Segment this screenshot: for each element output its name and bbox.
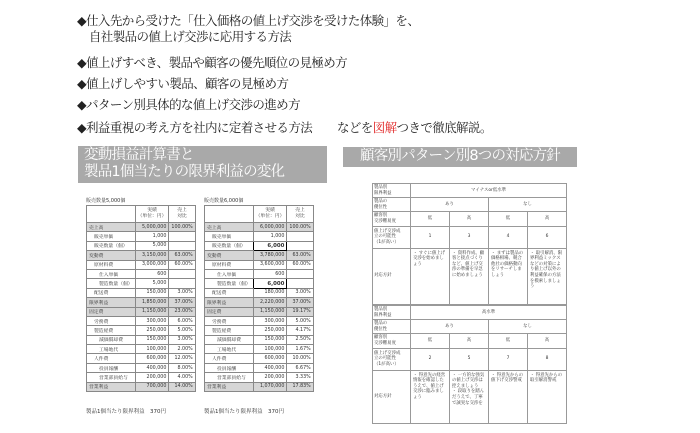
amount-cell: 100,000	[253, 345, 287, 354]
row-label: 労務費	[205, 316, 254, 325]
left-panel-title	[78, 146, 327, 183]
table-row	[373, 370, 567, 423]
ratio-cell: 100.00%	[287, 223, 313, 232]
amount-cell: 600,000	[135, 354, 169, 363]
row-label: 顧客別 交渉難易度	[373, 212, 411, 226]
difficulty-cell: 高	[528, 212, 567, 226]
possibility-cell: 7	[489, 348, 528, 370]
table-row	[87, 269, 196, 278]
table-footer: 製品1個当たり限界利益 370円	[204, 409, 284, 415]
row-label: 原材料費	[87, 260, 136, 269]
amount-cell: 600	[253, 269, 287, 278]
row-label: 製品の 優位性	[373, 198, 411, 212]
table-caption: 販売数量6,000個	[204, 198, 244, 204]
amount-cell: 1,000	[135, 232, 169, 241]
advantage-cell: あり	[411, 198, 489, 212]
difficulty-cell: 高	[450, 334, 489, 348]
ratio-cell: 23.00%	[169, 307, 195, 316]
amount-cell: 600	[135, 269, 169, 278]
amount-cell: 3,600,000	[253, 260, 287, 269]
table-row	[205, 251, 314, 260]
table-row	[87, 232, 196, 241]
bullet-line: ◆利益重視の考え方を社内に定着させる方法	[77, 120, 313, 135]
row-label: 固定費	[87, 307, 136, 316]
table-row	[87, 316, 196, 325]
closing-after: つきで徹底解説。	[396, 120, 492, 135]
possibility-cell: 6	[528, 226, 567, 248]
ratio-cell: 3.00%	[287, 288, 313, 297]
table-row	[87, 345, 196, 354]
row-label: 値上げ交渉成 立の可能性 （1が高い）	[373, 348, 411, 370]
amount-cell: 200,000	[135, 373, 169, 382]
ratio-cell	[287, 279, 313, 288]
ratio-cell: 37.00%	[287, 298, 313, 307]
amount-cell: 200,000	[253, 373, 287, 382]
left-title-line-2: 製品1個当たりの限界利益の変化	[84, 164, 285, 180]
ratio-cell: 5.00%	[287, 316, 313, 325]
row-label: 減価償却費	[87, 335, 136, 344]
amount-cell: 1,850,000	[135, 298, 169, 307]
ratio-cell	[287, 269, 313, 278]
table-row	[205, 307, 314, 316]
ratio-cell: 19.17%	[287, 307, 313, 316]
ratio-cell: 3.00%	[169, 288, 195, 297]
ratio-cell: 10.00%	[287, 354, 313, 363]
row-label: 対応方針	[373, 370, 411, 423]
header-blank	[205, 206, 254, 223]
pattern-table	[372, 183, 567, 305]
bullet-line: 自社製品の値上げ交渉に応用する方法	[77, 29, 292, 44]
bullet-line: ◆値上げすべき、製品や顧客の優先順位の見極め方	[77, 55, 348, 70]
column-header: 実績 （単位：円）	[135, 206, 169, 223]
amount-cell: 1,070,000	[253, 382, 287, 391]
column-header: 売上 対比	[287, 206, 313, 223]
amount-cell: 3,780,000	[253, 251, 287, 260]
ratio-cell: 60.00%	[169, 260, 195, 269]
table-row	[205, 288, 314, 297]
table-row	[87, 279, 196, 288]
table-row	[205, 382, 314, 391]
row-label: 変動費	[205, 251, 254, 260]
row-label: 製造数量（個）	[205, 279, 254, 288]
table-row	[87, 354, 196, 363]
table-row	[205, 354, 314, 363]
amount-cell: 5,000	[135, 279, 169, 288]
table-row	[373, 198, 567, 212]
possibility-cell: 8	[528, 348, 567, 370]
row-label: 販売単価	[87, 232, 136, 241]
amount-cell: 150,000	[135, 335, 169, 344]
ratio-cell: 63.00%	[287, 251, 313, 260]
closing-before: などを	[337, 120, 373, 135]
row-label: 工場地代	[205, 345, 254, 354]
margin-level: 高水準	[411, 306, 567, 320]
table-row	[205, 232, 314, 241]
amount-cell: 6,000,000	[253, 223, 287, 232]
row-label: 配送費	[205, 288, 254, 297]
closing-highlight: 図解	[372, 120, 397, 135]
difficulty-cell: 低	[489, 212, 528, 226]
row-label: 製品別 限界利益	[373, 306, 411, 320]
table-row	[205, 279, 314, 288]
difficulty-cell: 低	[411, 334, 450, 348]
bullet-line: ◆仕入先から受けた「仕入価格の値上げ交渉を受けた体験」を、	[77, 13, 420, 28]
row-label: 製品別 限界利益	[373, 184, 411, 198]
bullet-line: ◆値上げしやすい製品、顧客の見極め方	[77, 76, 289, 91]
feature-bullet	[77, 13, 419, 45]
possibility-cell: 5	[450, 348, 489, 370]
difficulty-cell: 高	[450, 212, 489, 226]
amount-cell: 400,000	[135, 363, 169, 372]
row-label: 固定費	[205, 307, 254, 316]
policy-cell: ・ 得意先の経営情報を確認したうえで、値上げ交渉に臨みましょう	[411, 370, 450, 423]
ratio-cell: 4.17%	[287, 326, 313, 335]
table-row	[87, 382, 196, 391]
row-label: 製品の 優位性	[373, 320, 411, 334]
ratio-cell: 12.00%	[169, 354, 195, 363]
difficulty-cell: 低	[411, 212, 450, 226]
row-label: 原材料費	[205, 260, 254, 269]
row-label: 人件費	[87, 354, 136, 363]
ratio-cell: 6.00%	[169, 316, 195, 325]
table-row	[205, 260, 314, 269]
ratio-cell: 37.00%	[169, 298, 195, 307]
policy-cell: ・ まずは製品の価格相場、競合他社の価格動向をリサーチしましょう	[489, 248, 528, 304]
feature-bullet	[77, 97, 300, 113]
bullet-line: ◆パターン別具体的な値上げ交渉の進め方	[77, 97, 300, 112]
ratio-cell	[169, 241, 195, 250]
row-label: 工場地代	[87, 345, 136, 354]
row-label: 製造数量（個）	[87, 279, 136, 288]
right-panel-title: 顧客別パターン別8つの対応方針	[343, 147, 577, 167]
row-label: 顧客別 交渉難易度	[373, 334, 411, 348]
amount-cell: 2,220,000	[253, 298, 287, 307]
table-row	[373, 348, 567, 370]
margin-level: マイナスor低水準	[411, 184, 567, 198]
amount-cell: 150,000	[253, 335, 287, 344]
table-row	[87, 307, 196, 316]
amount-cell: 250,000	[135, 326, 169, 335]
table-row	[205, 345, 314, 354]
row-label: 営業利益	[87, 382, 136, 391]
table-row	[87, 241, 196, 250]
amount-cell: 1,150,000	[135, 307, 169, 316]
amount-cell: 250,000	[253, 326, 287, 335]
table-row	[373, 212, 567, 226]
header-row	[205, 206, 314, 223]
table-row	[87, 363, 196, 372]
amount-cell: 700,000	[135, 382, 169, 391]
profit-loss-table	[86, 205, 196, 392]
profit-loss-table	[204, 205, 314, 392]
policy-cell: ・ 取引解消、限界利益ミックスなどの対策により値上げ以外の利益確保の方法を模索しましょう	[528, 248, 567, 304]
possibility-cell: 1	[411, 226, 450, 248]
row-label: 営業利益	[205, 382, 254, 391]
advantage-cell: なし	[489, 198, 567, 212]
table-row	[205, 363, 314, 372]
table-row	[373, 306, 567, 320]
table-caption: 販売数量5,000個	[86, 198, 126, 204]
table-row	[87, 288, 196, 297]
table-row	[87, 298, 196, 307]
row-label: 販売数量（個）	[205, 241, 254, 250]
feature-bullet	[77, 55, 347, 71]
ratio-cell	[169, 279, 195, 288]
ratio-cell: 5.00%	[169, 326, 195, 335]
amount-cell: 5,000	[135, 241, 169, 250]
feature-bullet	[77, 120, 312, 136]
row-label: 仕入単価	[87, 269, 136, 278]
table-row	[87, 260, 196, 269]
table-row	[87, 335, 196, 344]
row-label: 減価償却費	[205, 335, 254, 344]
header-row	[87, 206, 196, 223]
row-label: 人件費	[205, 354, 254, 363]
row-label: 対応方針	[373, 248, 411, 304]
table-row	[87, 326, 196, 335]
possibility-cell: 3	[450, 226, 489, 248]
ratio-cell: 2.50%	[287, 335, 313, 344]
difficulty-cell: 低	[489, 334, 528, 348]
table-row	[87, 251, 196, 260]
amount-cell: 3,000,000	[135, 260, 169, 269]
amount-cell: 1,150,000	[253, 307, 287, 316]
feature-bullet	[77, 76, 288, 92]
amount-cell: 150,000	[135, 288, 169, 297]
advantage-cell: なし	[489, 320, 567, 334]
row-label: 役員報酬	[205, 363, 254, 372]
ratio-cell	[287, 241, 313, 250]
pattern-table	[372, 305, 567, 424]
table-row	[373, 248, 567, 304]
table-row	[205, 298, 314, 307]
amount-cell: 1,000	[253, 232, 287, 241]
column-header: 売上 対比	[169, 206, 195, 223]
ratio-cell: 100.00%	[169, 223, 195, 232]
amount-cell: 5,000,000	[135, 223, 169, 232]
amount-cell: 6,000	[253, 241, 287, 250]
ratio-cell: 3.00%	[169, 335, 195, 344]
table-row	[373, 226, 567, 248]
difficulty-cell: 高	[528, 334, 567, 348]
ratio-cell: 2.00%	[169, 345, 195, 354]
policy-cell: ・ 得意先からの値下げ交渉警戒	[489, 370, 528, 423]
amount-cell: 3,150,000	[135, 251, 169, 260]
amount-cell: 100,000	[135, 345, 169, 354]
ratio-cell	[287, 232, 313, 241]
policy-cell: ・ 得意先からの取引解消警戒	[528, 370, 567, 423]
row-label: 配送費	[87, 288, 136, 297]
table-row	[87, 373, 196, 382]
row-label: 仕入単価	[205, 269, 254, 278]
amount-cell: 6,000	[253, 279, 287, 288]
ratio-cell: 14.00%	[169, 382, 195, 391]
row-label: 販売単価	[205, 232, 254, 241]
ratio-cell	[169, 232, 195, 241]
row-label: 営業部員給与	[205, 373, 254, 382]
policy-cell: ・ 一方的な強気の値上げ交渉は控えましょう ・ 段取りを踏んだうえで、丁寧で誠実な交渉を	[450, 370, 489, 423]
ratio-cell	[169, 269, 195, 278]
ratio-cell: 60.00%	[287, 260, 313, 269]
possibility-cell: 4	[489, 226, 528, 248]
ratio-cell: 63.00%	[169, 251, 195, 260]
row-label: 売上高	[87, 223, 136, 232]
ratio-cell: 1.67%	[287, 345, 313, 354]
row-label: 営業部員給与	[87, 373, 136, 382]
row-label: 限界利益	[87, 298, 136, 307]
table-row	[205, 326, 314, 335]
amount-cell: 600,000	[253, 354, 287, 363]
table-row	[205, 335, 314, 344]
table-row	[205, 223, 314, 232]
row-label: 労務費	[87, 316, 136, 325]
header-blank	[87, 206, 136, 223]
possibility-cell: 2	[411, 348, 450, 370]
ratio-cell: 4.00%	[169, 373, 195, 382]
ratio-cell: 8.00%	[169, 363, 195, 372]
table-row	[205, 269, 314, 278]
ratio-cell: 17.83%	[287, 382, 313, 391]
closing-text	[337, 120, 492, 136]
table-row	[87, 223, 196, 232]
table-footer: 製品1個当たり限界利益 370円	[86, 409, 166, 415]
table-row	[205, 373, 314, 382]
table-row	[373, 320, 567, 334]
row-label: 限界利益	[205, 298, 254, 307]
table-row	[205, 241, 314, 250]
row-label: 値上げ交渉成 立の可能性 （1が高い）	[373, 226, 411, 248]
row-label: 販売数量（個）	[87, 241, 136, 250]
amount-cell: 300,000	[253, 316, 287, 325]
left-title-line-1: 変動損益計算書と	[84, 147, 194, 163]
policy-cell: ・ すぐに値上げ交渉を始めましょう	[411, 248, 450, 304]
advantage-cell: あり	[411, 320, 489, 334]
policy-cell: ・ 資料作成、顧客と接点づくりなど、値上げ交渉の準備を早急に始めましょう	[450, 248, 489, 304]
amount-cell: 300,000	[135, 316, 169, 325]
row-label: 変動費	[87, 251, 136, 260]
row-label: 製造経費	[205, 326, 254, 335]
amount-cell: 400,000	[253, 363, 287, 372]
table-row	[373, 334, 567, 348]
column-header: 実績 （単位：円）	[253, 206, 287, 223]
row-label: 製造経費	[87, 326, 136, 335]
row-label: 役員報酬	[87, 363, 136, 372]
table-row	[373, 184, 567, 198]
row-label: 売上高	[205, 223, 254, 232]
table-row	[205, 316, 314, 325]
amount-cell: 180,000	[253, 288, 287, 297]
ratio-cell: 6.67%	[287, 363, 313, 372]
ratio-cell: 3.33%	[287, 373, 313, 382]
